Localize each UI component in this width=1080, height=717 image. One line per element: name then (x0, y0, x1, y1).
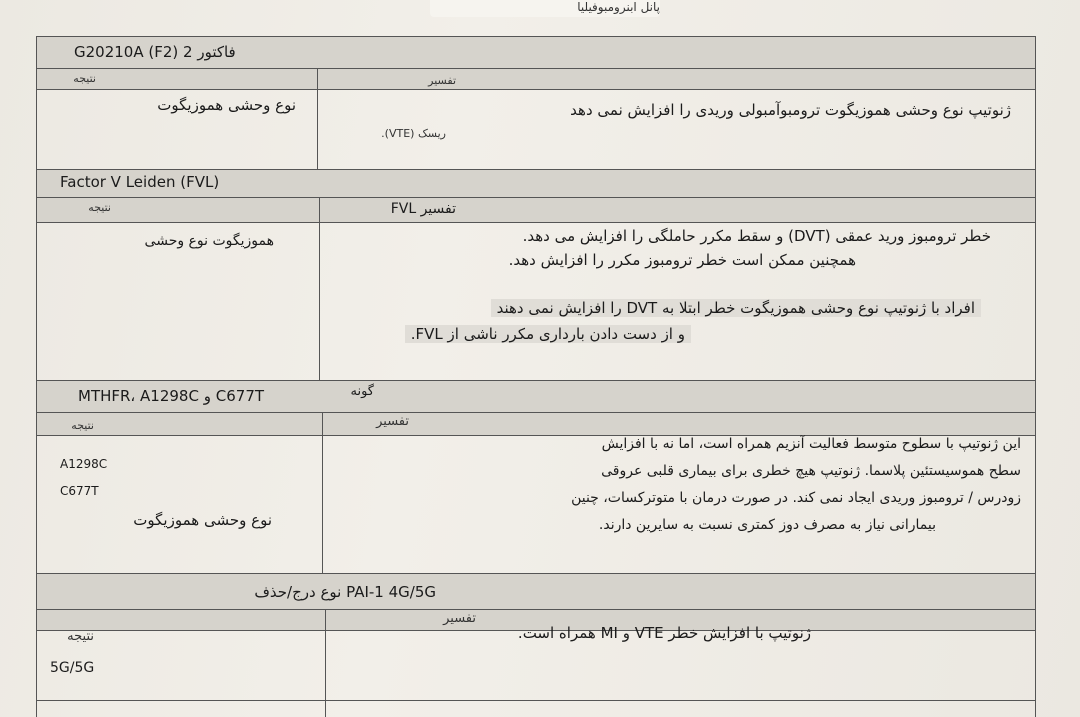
interpretation-header: تفسیر (443, 611, 476, 626)
interpretation-text: زودرس / ترومبوز وریدی ایجاد نمی کند. در صورت درمان با متوترکسات، چنین (571, 490, 1021, 506)
table-rule (36, 36, 37, 717)
table-rule (36, 380, 1036, 381)
table-rule (322, 412, 323, 573)
table-rule (36, 197, 1036, 198)
variant-label: A1298C (60, 457, 108, 471)
table-rule (36, 609, 1036, 610)
interpretation-text: خطر ترومبوز ورید عمقی (DVT) و سقط مکرر حاملگی را افزایش می دهد. (522, 227, 991, 245)
section-title: Factor V Leiden (FVL) (60, 173, 220, 191)
result-value: نوع وحشی هموزیگوت (157, 96, 296, 114)
table-rule (325, 609, 326, 717)
interpretation-text: سطح هموسیستئین پلاسما. ژنوتیپ هیچ خطری برای بیماری قلبی عروقی (601, 463, 1021, 479)
result-value: هموزیگوت نوع وحشی (144, 233, 274, 249)
table-rule (319, 197, 320, 380)
interpretation-text: همچنین ممکن است خطر ترومبوز مکرر را افزایش دهد. (508, 251, 856, 269)
table-rule (36, 36, 1036, 37)
section-title: MTHFR، A1298C و C677T (78, 387, 265, 405)
result-header: نتیجه (88, 201, 111, 214)
variant-label: C677T (60, 484, 99, 498)
section-title: PAI-1 4G/5G نوع درج/حذف (254, 583, 436, 601)
table-rule (36, 222, 1036, 223)
interpretation-text: ریسک (VTE). (381, 127, 446, 140)
section-label: گونه (350, 384, 374, 399)
table-rule (36, 573, 1036, 574)
page-title: پانل ابنرومبوفیلیا (430, 0, 660, 17)
table-rule (317, 68, 318, 169)
result-header: نتیجه (71, 419, 94, 432)
table-rule (36, 412, 1036, 413)
interpretation-text: و از دست دادن بارداری مکرر ناشی از FVL. (405, 325, 691, 343)
interpretation-text: ژنوتیپ با افزایش خطر VTE و MI همراه است. (517, 624, 811, 642)
interpretation-text: این ژنوتیپ با سطوح متوسط فعالیت آنزیم همراه است، اما نه با افزایش (601, 436, 1021, 452)
table-rule (36, 68, 1036, 69)
result-header: نتیجه (67, 629, 94, 644)
report-table (36, 36, 1036, 717)
table-rule (36, 89, 1036, 90)
interpretation-text: بیمارانی نیاز به مصرف دوز کمتری نسبت به سایرین دارند. (598, 517, 936, 533)
band (37, 198, 1035, 222)
result-value: 5G/5G (50, 660, 95, 676)
table-rule (1035, 36, 1036, 717)
result-value: نوع وحشی هموزیگوت (133, 511, 272, 529)
table-rule (36, 700, 1036, 701)
interpretation-text: افراد با ژنوتیپ نوع وحشی هموزیگوت خطر ابتلا به DVT را افزایش نمی دهند (491, 299, 981, 317)
section-title: G20210A (F2) فاکتور 2 (74, 43, 236, 61)
result-header: نتیجه (73, 72, 96, 85)
interpretation-header: تفسیر (376, 414, 409, 429)
interpretation-text: ژنوتیپ نوع وحشی هموزیگوت ترومبوآمبولی وریدی را افزایش نمی دهد (570, 101, 1011, 119)
interpretation-header: تفسیر FVL (390, 201, 456, 217)
band (37, 69, 1035, 89)
interpretation-header: تفسیر (428, 74, 456, 87)
